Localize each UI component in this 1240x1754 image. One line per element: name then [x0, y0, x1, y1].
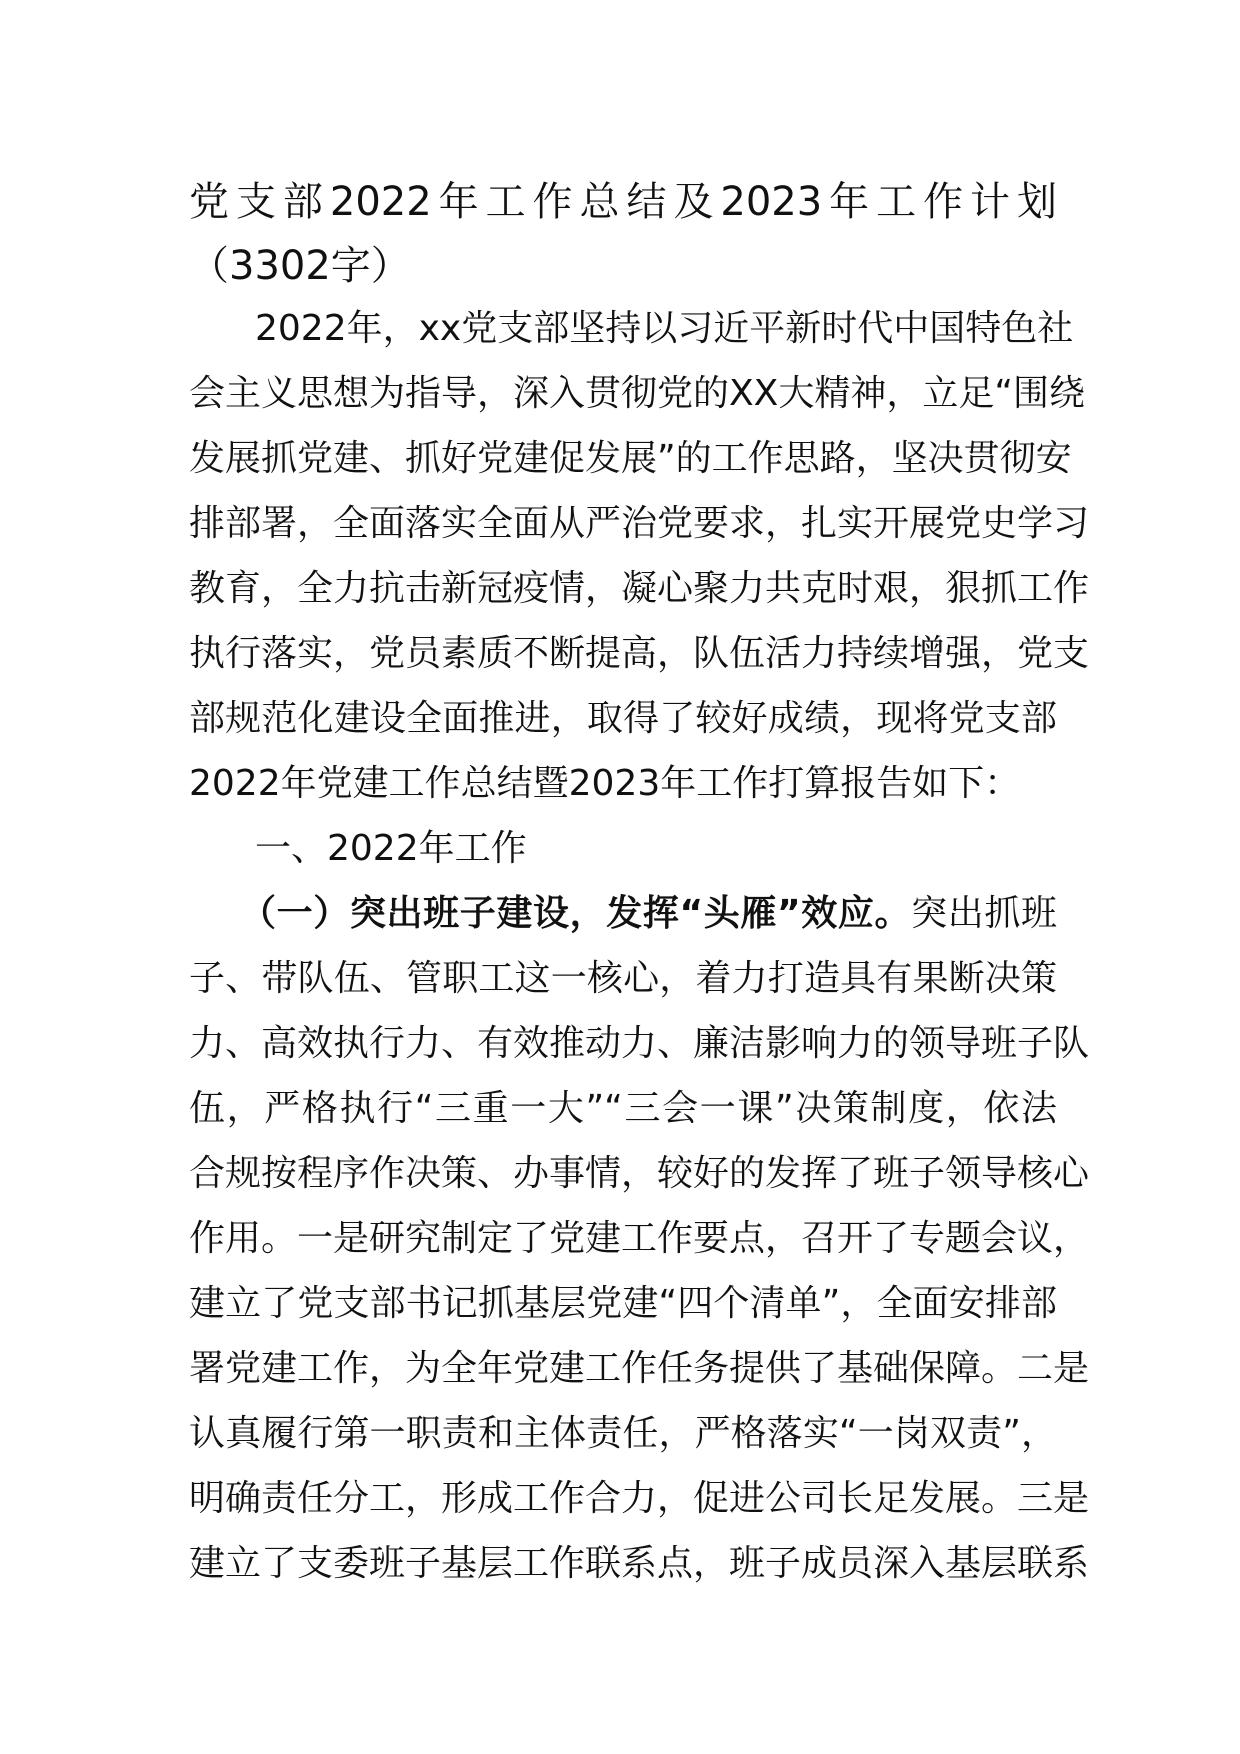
body-line: 明确责任分工，形成工作合力，促进公司长足发展。三是: [189, 1478, 1090, 1519]
intro-line: 2022年，xx党支部坚持以习近平新时代中国特色社: [255, 308, 1074, 349]
body-line: 署党建工作，为全年党建工作任务提供了基础保障。二是: [189, 1348, 1090, 1389]
body-line: 子、带队伍、管职工这一核心，着力打造具有果断决策: [189, 958, 1057, 999]
intro-line: 教育，全力抗击新冠疫情，凝心聚力共克时艰，狠抓工作: [189, 568, 1090, 609]
intro-line: 发展抓党建、抓好党建促发展”的工作思路，坚决贯彻安: [189, 438, 1072, 479]
document-title-wordcount: （3302字）: [189, 243, 411, 289]
subsection-text: 突出抓班: [911, 893, 1057, 934]
body-line: 力、高效执行力、有效推动力、廉洁影响力的领导班子队: [189, 1023, 1090, 1064]
intro-line: 部规范化建设全面推进，取得了较好成绩，现将党支部: [189, 698, 1057, 739]
intro-line: 会主义思想为指导，深入贯彻党的XX大精神，立足“围绕: [189, 373, 1085, 414]
intro-line: 执行落实，党员素质不断提高，队伍活力持续增强，党支: [189, 633, 1090, 674]
body-line: 认真履行第一职责和主体责任，严格落实“一岗双责”，: [189, 1413, 1057, 1454]
section-heading: 一、2022年工作: [255, 828, 527, 869]
intro-line: 2022年党建工作总结暨2023年工作打算报告如下：: [189, 763, 1021, 804]
body-line: 建立了支委班子基层工作联系点，班子成员深入基层联系: [189, 1543, 1090, 1584]
subsection-heading: （一）突出班子建设，发挥“头雁”效应。: [240, 893, 912, 934]
document-title: 党支部2022年工作总结及2023年工作计划: [189, 179, 1057, 225]
intro-line: 排部署，全面落实全面从严治党要求，扎实开展党史学习: [189, 503, 1090, 544]
body-line: 作用。一是研究制定了党建工作要点，召开了专题会议，: [189, 1218, 1090, 1259]
body-line: 合规按程序作决策、办事情，较好的发挥了班子领导核心: [189, 1153, 1090, 1194]
subsection-line: [240, 890, 1057, 938]
body-line: 伍，严格执行“三重一大”“三会一课”决策制度，依法: [189, 1088, 1057, 1129]
body-line: 建立了党支部书记抓基层党建“四个清单”，全面安排部: [189, 1283, 1057, 1324]
